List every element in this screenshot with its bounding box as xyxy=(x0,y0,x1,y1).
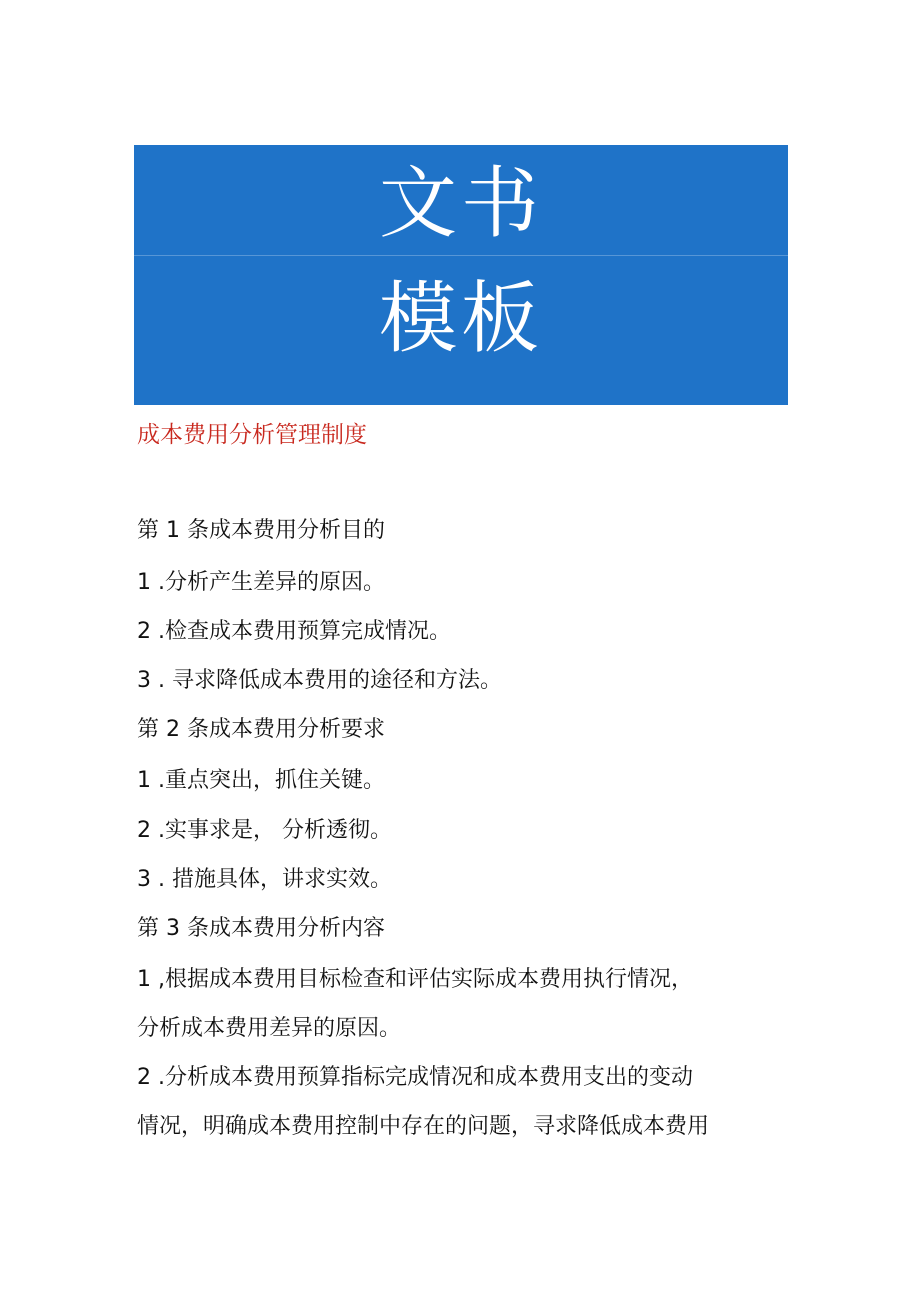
list-item-continuation: 情况，明确成本费用控制中存在的问题，寻求降低成本费用 xyxy=(137,1114,710,1139)
list-item: 3 . 寻求降低成本费用的途径和方法。 xyxy=(137,668,502,693)
list-item: 2 .实事求是， 分析透彻。 xyxy=(137,818,392,843)
list-item: 1 .分析产生差异的原因。 xyxy=(137,570,385,595)
list-item-continuation: 分析成本费用差异的原因。 xyxy=(137,1016,402,1041)
cover-banner xyxy=(134,145,788,405)
article-heading: 第 3 条成本费用分析内容 xyxy=(137,916,385,941)
list-item: 2 .检查成本费用预算完成情况。 xyxy=(137,619,451,644)
list-item: 3 . 措施具体，讲求实效。 xyxy=(137,867,392,892)
article-heading: 第 2 条成本费用分析要求 xyxy=(137,717,385,742)
list-item: 1 ,根据成本费用目标检查和评估实际成本费用执行情况， xyxy=(137,967,693,992)
cover-title-line-1: 文书 xyxy=(378,159,543,249)
document-title: 成本费用分析管理制度 xyxy=(137,422,367,448)
list-item: 1 .重点突出，抓住关键。 xyxy=(137,768,385,793)
article-heading: 第 1 条成本费用分析目的 xyxy=(137,518,385,543)
cover-divider xyxy=(134,255,788,256)
cover-title-line-2: 模板 xyxy=(378,274,543,364)
list-item: 2 .分析成本费用预算指标完成情况和成本费用支出的变动 xyxy=(137,1065,693,1090)
